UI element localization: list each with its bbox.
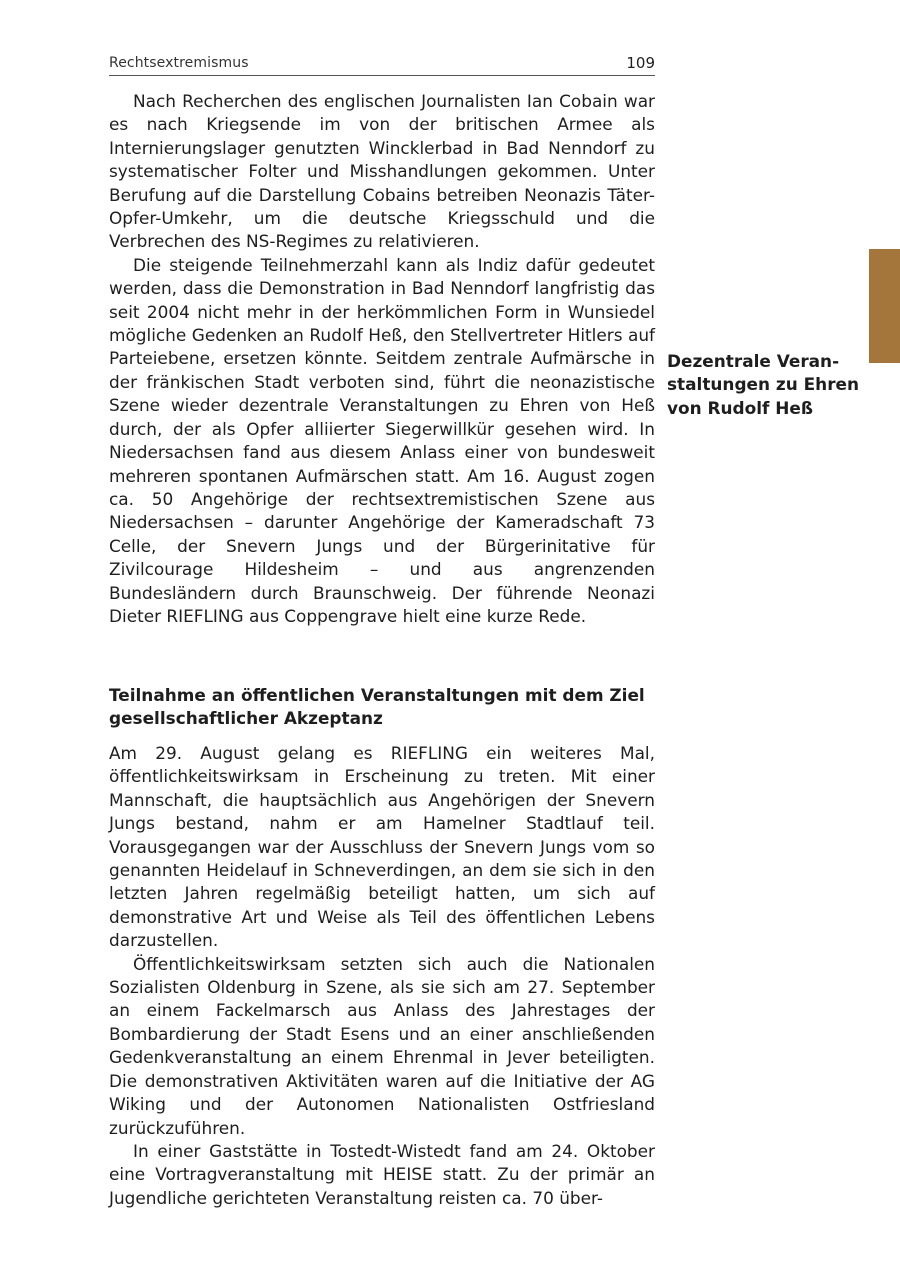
running-head-title: Rechtsextremismus	[109, 55, 249, 71]
paragraph: Nach Recherchen des englischen Journalisten Ian Cobain war es nach Kriegsende im von der britischen Armee als Internierungslager genutzten Wincklerbad in Bad Nenndorf zu systematischer Folter und Misshandlungen gekommen. Unter Berufung auf die Darstellung Cobains betreiben Neonazis Täter-Opfer-Umkehr, um die deutsche Kriegsschuld und die Verbrechen des NS-Regimes zu relativieren.	[109, 91, 655, 252]
paragraph: Öffentlichkeitswirksam setzten sich auch die Nationalen Sozialisten Oldenburg in Szene, als sie sich am 27. September an einem Fackelmarsch aus Anlass des Jahrestages der Bombardierung der Stadt Esens und an einer anschließenden Gedenkveranstaltung an einem Ehrenmal in Jever beteiligten. Die demonstrativen Aktivitäten waren auf die Initiative der AG Wiking und der Autonomen Nationalisten Ostfriesland zurückzuführen.	[109, 953, 655, 1138]
paragraph: In einer Gaststätte in Tostedt-Wistedt fand am 24. Oktober eine Vortragveranstaltung mit HEISE statt. Zu der primär an Jugendliche gerichteten Veranstaltung reisten ca. 70 über-	[109, 1140, 655, 1208]
running-head	[109, 53, 655, 76]
marginal-note	[667, 350, 897, 420]
paragraph: Am 29. August gelang es RIEFLING ein weiteres Mal, öffentlichkeitswirksam in Erscheinung zu treten. Mit einer Mannschaft, die hauptsächlich aus Angehörigen der Snevern Jungs bestand, nahm er am Hamelner Stadtlauf teil. Vorausgegangen war der Ausschluss der Snevern Jungs vom so genannten Heidelauf in Schneverdingen, an dem sie sich in den letzten Jahren regelmäßig beteiligt hatten, um sich auf demonstrative Art und Weise als Teil des öffentlichen Lebens darzustellen.	[109, 743, 655, 951]
paragraph: Die steigende Teilnehmerzahl kann als Indiz dafür gedeutet werden, dass die Demonstration in Bad Nenndorf langfristig das seit 2004 nicht mehr in der herkömmlichen Form in Wunsiedel mögliche Gedenken an Rudolf Heß, den Stellvertreter Hitlers auf Parteiebene, ersetzen könnte. Seitdem zentrale Aufmärsche in der fränkischen Stadt verboten sind, führt die neonazistische Szene wieder dezentrale Veranstaltungen zu Ehren von Heß durch, der als Opfer alliierter Siegerwillkür gesehen wird. In Niedersachsen fand aus diesem Anlass einer von bundesweit mehreren spontanen Aufmärschen statt. Am 16. August zogen ca. 50 Angehörige der rechtsextremistischen Szene aus Niedersachsen – darunter Angehörige der Kameradschaft 73 Celle, der Snevern Jungs und der Bürgerinitative für Zivilcourage Hildesheim – und aus angrenzenden Bundesländern durch Braunschweig. Der führende Neonazi Dieter RIEFLING aus Coppengrave hielt eine kurze Rede.	[109, 254, 655, 626]
section-heading-line: gesellschaftlicher Akzeptanz	[109, 708, 383, 729]
marginal-note-line: staltungen zu Ehren	[667, 374, 859, 395]
marginal-note-line: Dezentrale Veran-	[667, 351, 840, 371]
section-heading	[109, 684, 655, 731]
marginal-note-line: von Rudolf Heß	[667, 397, 814, 418]
chapter-thumb-tab	[869, 249, 900, 363]
body-text-section-1	[109, 90, 655, 628]
section-heading-line: Teilnahme an öffentlichen Veranstaltungen mit dem Ziel	[109, 685, 645, 705]
body-text-section-2	[109, 742, 655, 1210]
page-number: 109	[626, 54, 655, 72]
